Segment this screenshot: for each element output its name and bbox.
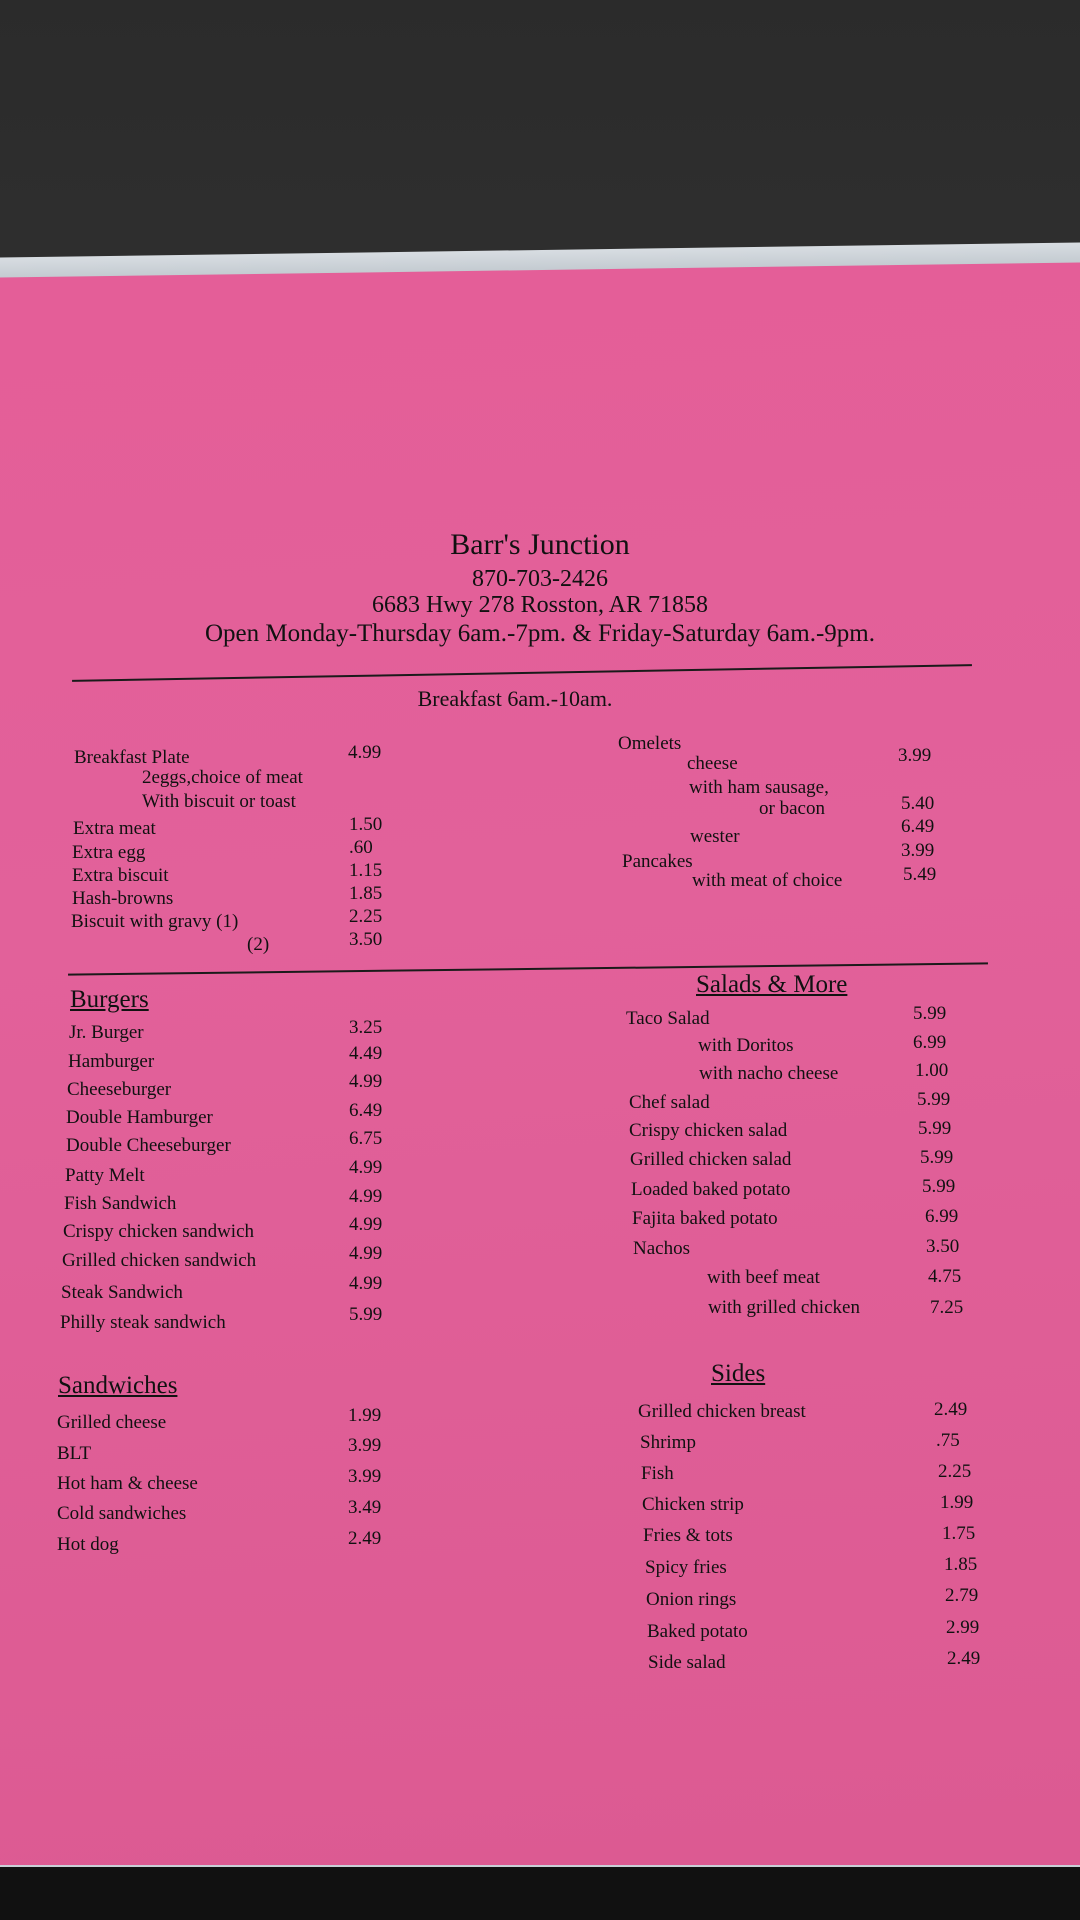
table-edge	[0, 1867, 1080, 1920]
list-item: with ham sausage,	[689, 777, 829, 798]
list-item: Spicy fries	[645, 1557, 727, 1578]
list-item: Side salad	[648, 1652, 726, 1673]
list-item: Fish	[641, 1463, 674, 1484]
restaurant-name: Barr's Junction	[450, 528, 630, 561]
item-price: 6.49	[349, 1100, 383, 1121]
list-item: Extra egg	[72, 842, 146, 863]
item-price: 2.49	[348, 1528, 382, 1549]
list-item: Cold sandwiches	[57, 1503, 187, 1524]
item-price: 6.49	[901, 816, 935, 837]
address: 6683 Hwy 278 Rosston, AR 71858	[371, 592, 709, 618]
item-price: 1.99	[348, 1405, 382, 1426]
breakfast-title: Breakfast 6am.-10am.	[417, 686, 613, 711]
item-price: .60	[349, 837, 373, 858]
list-item: Extra meat	[73, 818, 156, 839]
list-item: Baked potato	[647, 1621, 748, 1642]
list-item: Taco Salad	[626, 1008, 710, 1029]
list-item: Shrimp	[640, 1432, 696, 1453]
list-item: Grilled chicken salad	[630, 1149, 792, 1170]
opening-hours: Open Monday-Thursday 6am.-7pm. & Friday-Saturday 6am.-9pm.	[204, 620, 875, 647]
item-price: 4.99	[349, 1273, 383, 1294]
item-price: 3.99	[898, 745, 932, 766]
item-price: 2.79	[945, 1585, 979, 1606]
item-price: 3.25	[349, 1017, 383, 1038]
list-item: Steak Sandwich	[61, 1282, 183, 1303]
item-price: 5.99	[922, 1176, 956, 1197]
list-item: Grilled chicken sandwich	[62, 1250, 257, 1271]
item-price: 1.75	[942, 1523, 976, 1544]
list-item: Hash-browns	[72, 888, 174, 909]
list-item: With biscuit or toast	[142, 791, 296, 812]
item-price: 5.99	[349, 1304, 383, 1325]
item-price: 4.99	[349, 1157, 383, 1178]
list-item: with beef meat	[707, 1267, 820, 1288]
item-price: 5.99	[920, 1147, 954, 1168]
list-item: Hot dog	[57, 1534, 119, 1555]
list-item: Omelets	[618, 733, 682, 754]
list-item: with grilled chicken	[708, 1297, 860, 1318]
list-item: Hot ham & cheese	[57, 1473, 198, 1494]
item-price: 2.25	[349, 906, 383, 927]
list-item: with nacho cheese	[699, 1063, 839, 1084]
list-item: Fries & tots	[643, 1525, 733, 1546]
list-item: Chef salad	[629, 1092, 710, 1113]
item-price: 7.25	[930, 1297, 964, 1318]
list-item: Double Hamburger	[66, 1107, 213, 1128]
item-price: 1.99	[940, 1492, 974, 1513]
item-price: 2.25	[938, 1461, 972, 1482]
item-price: 1.00	[915, 1060, 949, 1081]
list-item: Pancakes	[622, 851, 693, 872]
list-item: Biscuit with gravy (1)	[71, 911, 239, 932]
item-price: 4.75	[928, 1266, 962, 1287]
list-item: Jr. Burger	[69, 1022, 144, 1043]
list-item: with Doritos	[698, 1035, 794, 1056]
item-price: 4.99	[349, 1071, 383, 1092]
item-price: 5.40	[901, 793, 935, 814]
list-item: Cheeseburger	[67, 1079, 172, 1100]
item-price: 1.85	[349, 883, 383, 904]
item-price: 5.99	[913, 1003, 947, 1024]
sandwiches-heading: Sandwiches	[58, 1372, 178, 1399]
item-price: 4.99	[349, 1214, 383, 1235]
item-price: 3.50	[926, 1236, 960, 1257]
list-item: BLT	[57, 1443, 92, 1464]
item-price: 2.49	[934, 1399, 968, 1420]
list-item: wester	[690, 826, 740, 847]
item-price: 4.99	[349, 1186, 383, 1207]
list-item: Double Cheeseburger	[66, 1135, 231, 1156]
list-item: 2eggs,choice of meat	[142, 767, 303, 788]
item-price: 3.49	[348, 1497, 382, 1518]
list-item: Nachos	[633, 1238, 690, 1259]
item-price: 1.85	[944, 1554, 978, 1575]
item-price: 4.99	[349, 1243, 383, 1264]
salads-heading: Salads & More	[696, 971, 848, 998]
item-price: 6.75	[349, 1128, 383, 1149]
item-price: 2.99	[946, 1617, 980, 1638]
list-item: Hamburger	[68, 1051, 155, 1072]
phone-number: 870-703-2426	[472, 566, 608, 592]
list-item: Onion rings	[646, 1589, 737, 1610]
sides-heading: Sides	[711, 1360, 766, 1387]
item-price: 4.49	[349, 1043, 383, 1064]
list-item: Patty Melt	[65, 1165, 145, 1186]
list-item: Grilled chicken breast	[638, 1401, 806, 1422]
item-price: 5.99	[917, 1089, 951, 1110]
item-price: 1.15	[349, 860, 383, 881]
list-item: (2)	[247, 934, 270, 955]
item-price: 3.99	[348, 1466, 382, 1487]
item-price: .75	[936, 1430, 960, 1451]
list-item: or bacon	[759, 798, 825, 819]
list-item: Chicken strip	[642, 1494, 744, 1515]
burgers-heading: Burgers	[70, 986, 149, 1013]
item-price: 5.99	[918, 1118, 952, 1139]
list-item: Philly steak sandwich	[60, 1312, 226, 1333]
list-item: Crispy chicken sandwich	[63, 1221, 255, 1242]
list-item: with meat of choice	[692, 870, 843, 891]
list-item: Fajita baked potato	[632, 1208, 778, 1229]
list-item: Extra biscuit	[72, 865, 169, 886]
list-item: Grilled cheese	[57, 1412, 167, 1433]
list-item: Breakfast Plate	[74, 747, 190, 768]
item-price: 2.49	[947, 1648, 981, 1669]
item-price: 6.99	[913, 1032, 947, 1053]
item-price: 5.49	[903, 864, 937, 885]
item-price: 3.99	[901, 840, 935, 861]
item-price: 4.99	[348, 742, 382, 763]
item-price: 3.50	[349, 929, 383, 950]
list-item: cheese	[687, 753, 738, 774]
list-item: Loaded baked potato	[631, 1179, 791, 1200]
item-price: 3.99	[348, 1435, 382, 1456]
list-item: Fish Sandwich	[64, 1193, 177, 1214]
item-price: 6.99	[925, 1206, 959, 1227]
item-price: 1.50	[349, 814, 383, 835]
list-item: Crispy chicken salad	[629, 1120, 788, 1141]
